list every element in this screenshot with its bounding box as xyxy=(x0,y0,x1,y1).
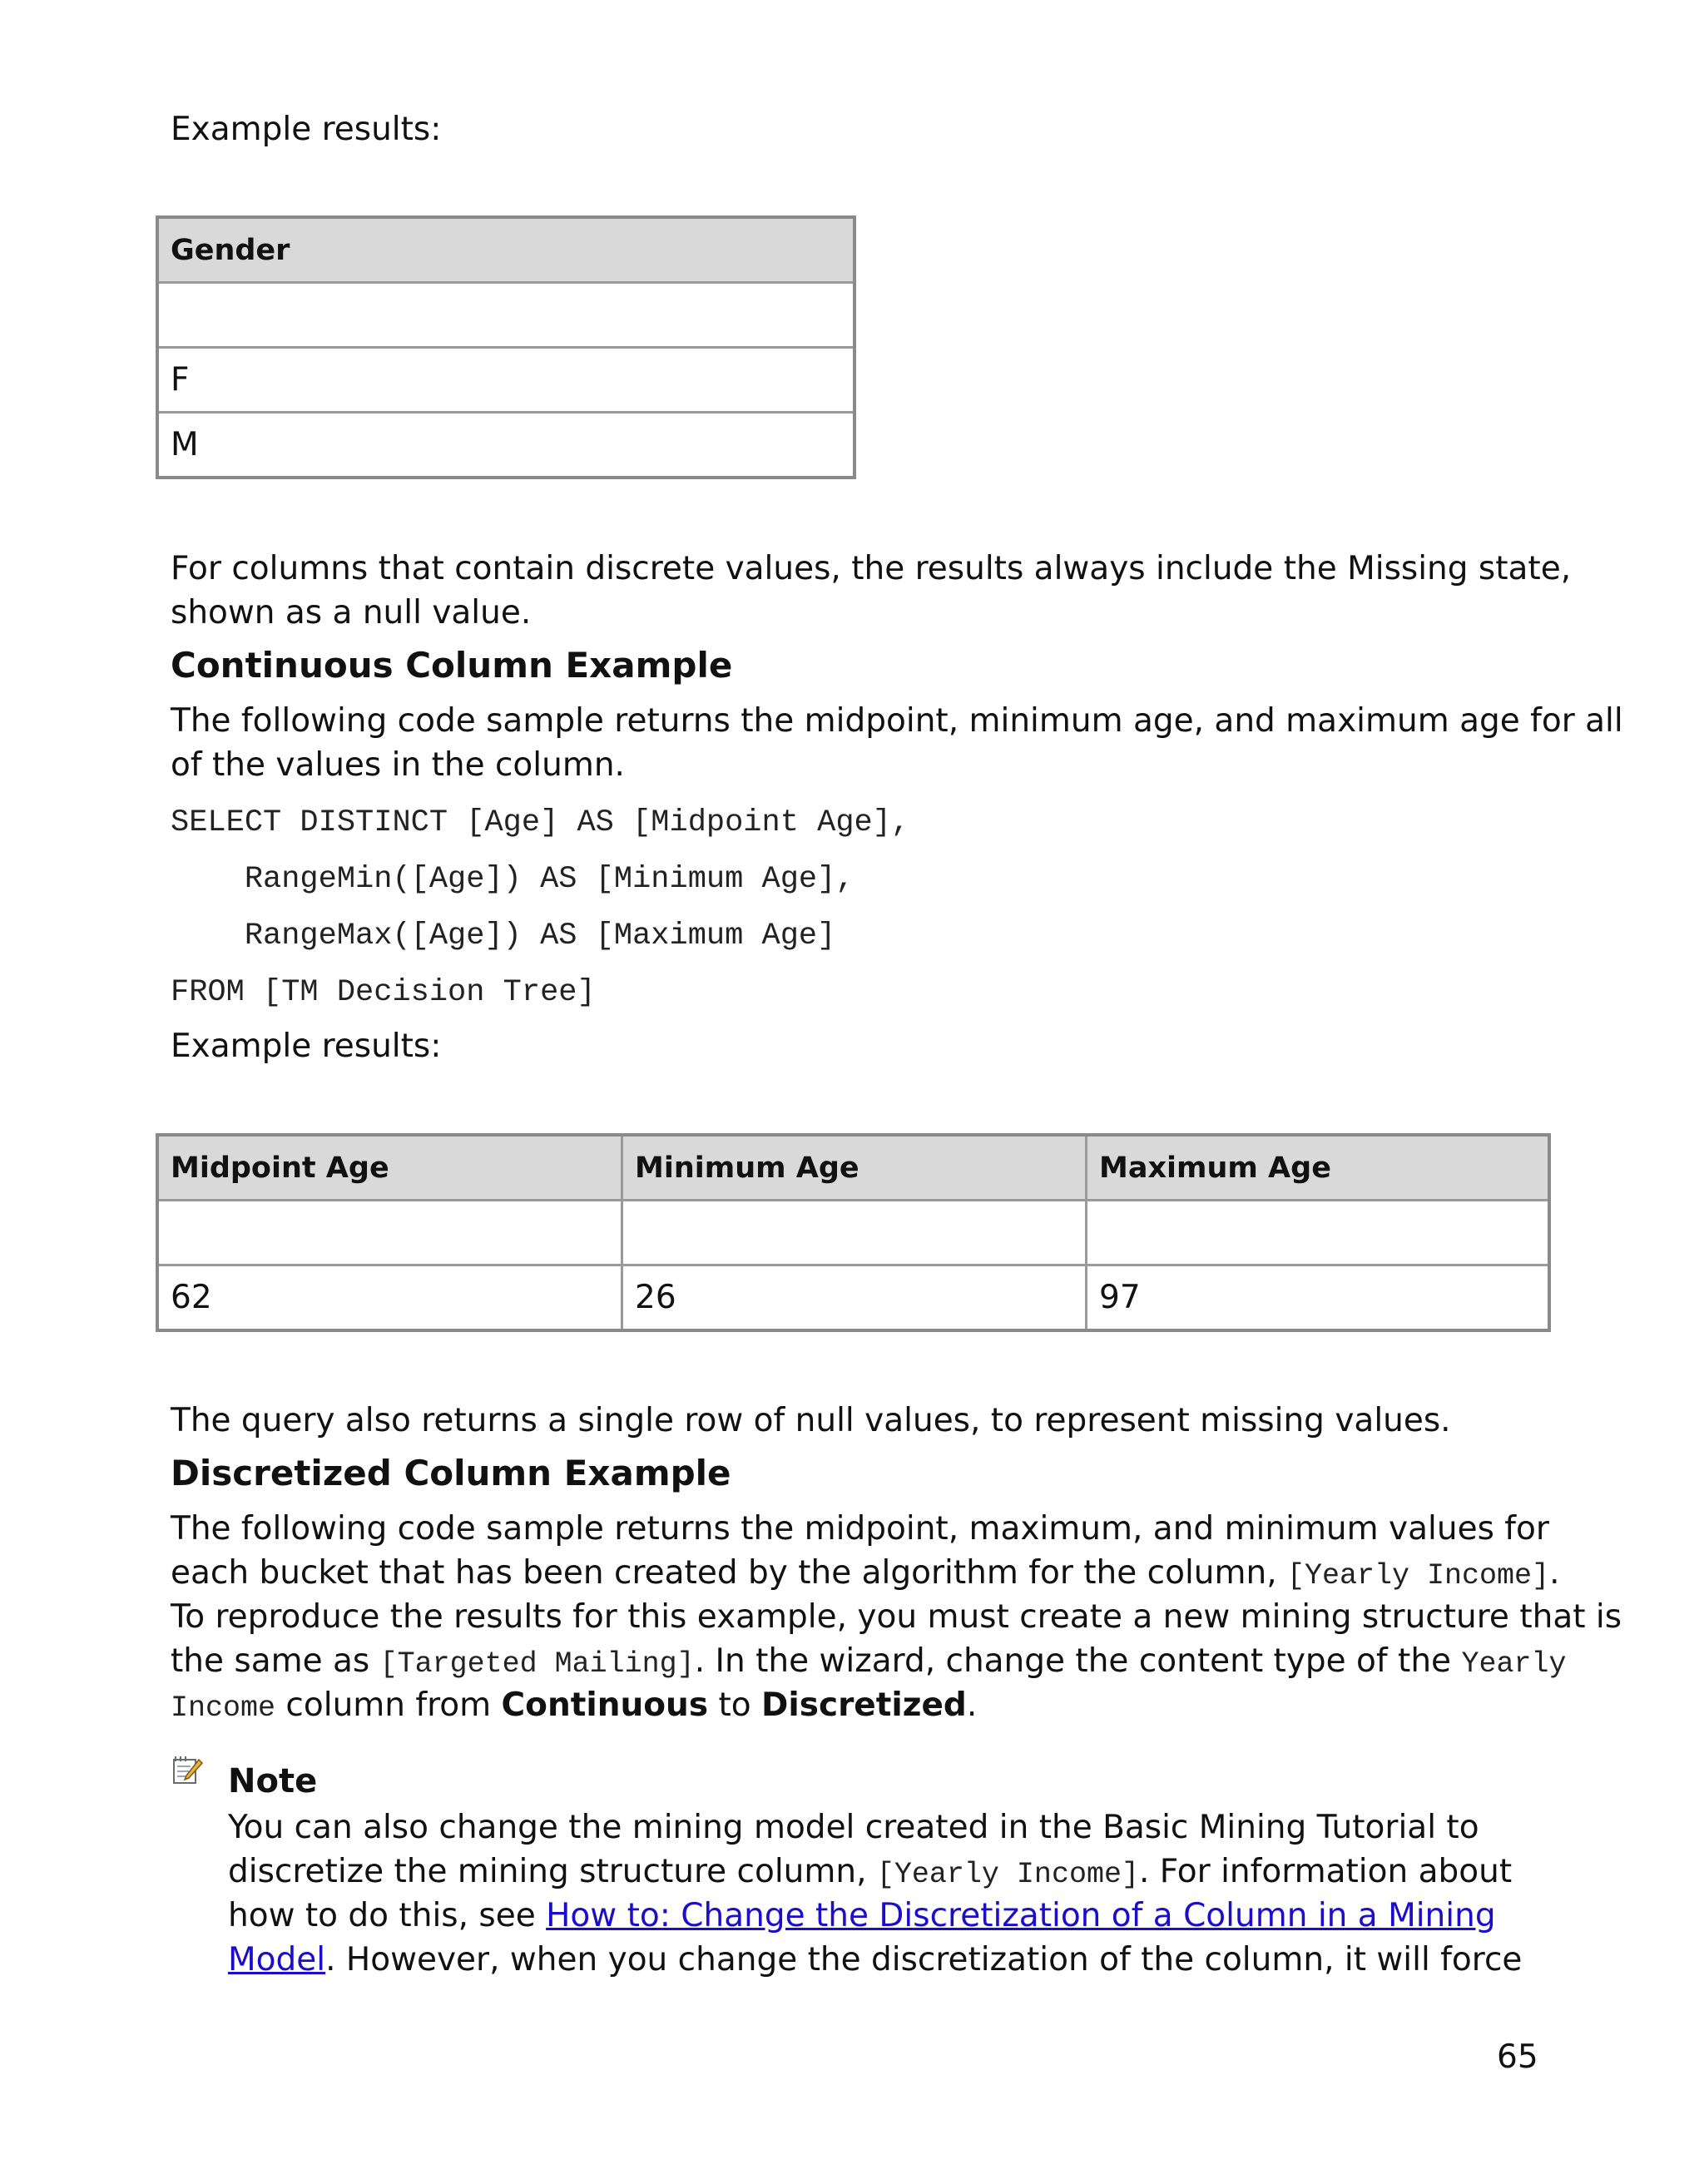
table-cell xyxy=(157,283,854,348)
discretized-column-heading: Discretized Column Example xyxy=(171,1453,731,1493)
table-cell xyxy=(1087,1201,1550,1265)
table-cell xyxy=(622,1201,1087,1265)
code-line: SELECT DISTINCT [Age] AS [Midpoint Age], xyxy=(171,805,910,840)
discrete-values-note-line2: shown as a null value. xyxy=(171,594,532,631)
gender-column-header: Gender xyxy=(157,217,854,283)
midpoint-age-header: Midpoint Age xyxy=(157,1135,622,1201)
table-row xyxy=(157,1265,1549,1331)
table-row xyxy=(157,348,854,413)
note-pencil-icon xyxy=(171,1753,204,1786)
maximum-age-header: Maximum Age xyxy=(1087,1135,1550,1201)
table-row xyxy=(157,283,854,348)
discretized-description-line2: each bucket that has been created by the algorithm for the column, [Yearly Income]. xyxy=(171,1554,1560,1592)
gender-results-table xyxy=(156,215,856,479)
table-cell: M xyxy=(157,413,854,478)
note-line4: Model. However, when you change the discretization of the column, it will force xyxy=(228,1941,1523,1978)
table-row xyxy=(157,1201,1549,1265)
discretization-help-link[interactable]: How to: Change the Discretization of a Column in a Mining xyxy=(546,1897,1496,1934)
discretized-description-line5: Income column from Continuous to Discretized. xyxy=(171,1686,978,1725)
code-line: RangeMax([Age]) AS [Maximum Age] xyxy=(171,919,836,953)
table-cell: 26 xyxy=(622,1265,1087,1331)
discretized-description-line1: The following code sample returns the midpoint, maximum, and minimum values for xyxy=(171,1510,1549,1548)
example-results-label: Example results: xyxy=(171,111,442,148)
code-line: FROM [TM Decision Tree] xyxy=(171,975,596,1010)
table-cell: F xyxy=(157,348,854,413)
note-line3: how to do this, see How to: Change the Discretization of a Column in a Mining xyxy=(228,1897,1496,1934)
table-row xyxy=(157,413,854,478)
note-line1: You can also change the mining model created in the Basic Mining Tutorial to xyxy=(228,1809,1479,1846)
table-cell: 97 xyxy=(1087,1265,1550,1331)
minimum-age-header: Minimum Age xyxy=(622,1135,1087,1201)
null-row-note: The query also returns a single row of null values, to represent missing values. xyxy=(171,1402,1451,1439)
continuous-description-line2: of the values in the column. xyxy=(171,746,625,784)
table-header-row xyxy=(157,217,854,283)
continuous-description-line1: The following code sample returns the midpoint, minimum age, and maximum age for all xyxy=(171,702,1623,740)
discrete-values-note-line1: For columns that contain discrete values, the results always include the Missing state, xyxy=(171,550,1572,587)
inline-code: [Yearly Income] xyxy=(876,1858,1139,1891)
table-header-row xyxy=(157,1135,1549,1201)
inline-code: [Targeted Mailing] xyxy=(379,1647,695,1681)
discretized-description-line4: the same as [Targeted Mailing]. In the wizard, change the content type of the Yearly xyxy=(171,1642,1567,1681)
note-title: Note xyxy=(228,1762,318,1800)
example-results-label: Example results: xyxy=(171,1028,442,1065)
discretized-description-line3: To reproduce the results for this example, you must create a new mining structure that is xyxy=(171,1598,1622,1636)
table-cell: 62 xyxy=(157,1265,622,1331)
inline-code: [Yearly Income] xyxy=(1287,1559,1550,1592)
inline-code: Income xyxy=(171,1691,276,1725)
page-number: 65 xyxy=(1497,2038,1538,2076)
note-line2: discretize the mining structure column, [Yearly Income]. For information about xyxy=(228,1853,1513,1891)
table-cell xyxy=(157,1201,622,1265)
inline-code: Yearly xyxy=(1461,1647,1567,1681)
continuous-column-heading: Continuous Column Example xyxy=(171,645,733,686)
code-line: RangeMin([Age]) AS [Minimum Age], xyxy=(171,862,854,897)
discretization-help-link-continued[interactable]: Model xyxy=(228,1941,326,1978)
age-results-table xyxy=(156,1133,1551,1332)
